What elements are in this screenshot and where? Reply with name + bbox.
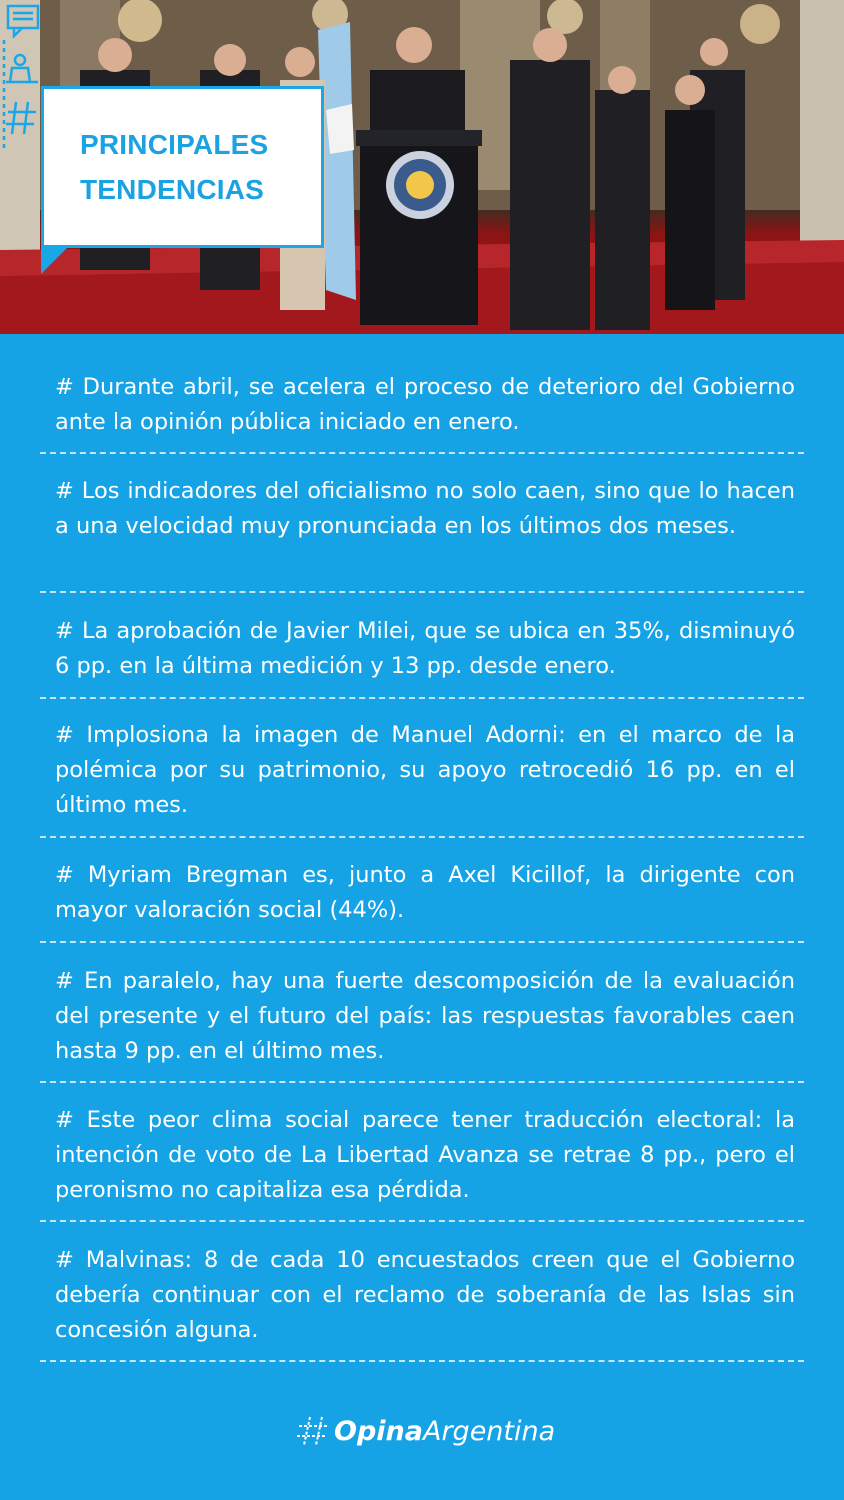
divider (40, 697, 804, 699)
trend-item-5: # Myriam Bregman es, junto a Axel Kicillof, la dirigente con mayor valoración social (44%). (55, 862, 795, 923)
hash-icon (6, 102, 36, 134)
title-card-tail (41, 246, 69, 274)
brand-name-light: Argentina (422, 1415, 556, 1447)
title-line-2: TENDENCIAS (80, 174, 265, 205)
divider (40, 941, 804, 943)
trend-item-7: # Este peor clima social parece tener traducción electoral: la intención de voto de La Libertad Avanza se retrae 8 pp., pero el peronismo no capitaliza esa pérdida. (55, 1107, 795, 1203)
trend-item-2: # Los indicadores del oficialismo no solo caen, sino que lo hacen a una velocidad muy pronunciada en los últimos dos meses. (55, 478, 795, 539)
trend-item-4: # Implosiona la imagen de Manuel Adorni: en el marco de la polémica por su patrimonio, su apoyo retrocedió 16 pp. en el último mes. (55, 722, 795, 818)
side-icons-strip (0, 0, 48, 150)
chat-icon (8, 6, 38, 36)
title-card (41, 86, 324, 248)
person-desk-icon (6, 55, 38, 82)
header-photo (0, 0, 844, 334)
title-line-1: PRINCIPALES (80, 129, 269, 160)
brand-name-bold: Opina (334, 1415, 423, 1447)
divider (40, 1081, 804, 1083)
divider (40, 836, 804, 838)
hash-icon (296, 1415, 330, 1447)
trend-item-8: # Malvinas: 8 de cada 10 encuestados creen que el Gobierno debería continuar con el reclamo de soberanía de las Islas sin concesión alguna. (55, 1247, 795, 1343)
trend-item-6: # En paralelo, hay una fuerte descomposición de la evaluación del presente y el futuro del país: las respuestas favorables caen hasta 9 pp. en el último mes. (55, 968, 795, 1064)
divider (40, 452, 804, 454)
divider (40, 1360, 804, 1362)
brand-logo (296, 1414, 555, 1448)
divider (40, 1220, 804, 1222)
trend-item-3: # La aprobación de Javier Milei, que se ubica en 35%, disminuyó 6 pp. en la última medición y 13 pp. desde enero. (55, 618, 795, 679)
trend-item-1: # Durante abril, se acelera el proceso de deterioro del Gobierno ante la opinión pública iniciado en enero. (55, 374, 795, 435)
divider (40, 591, 804, 593)
